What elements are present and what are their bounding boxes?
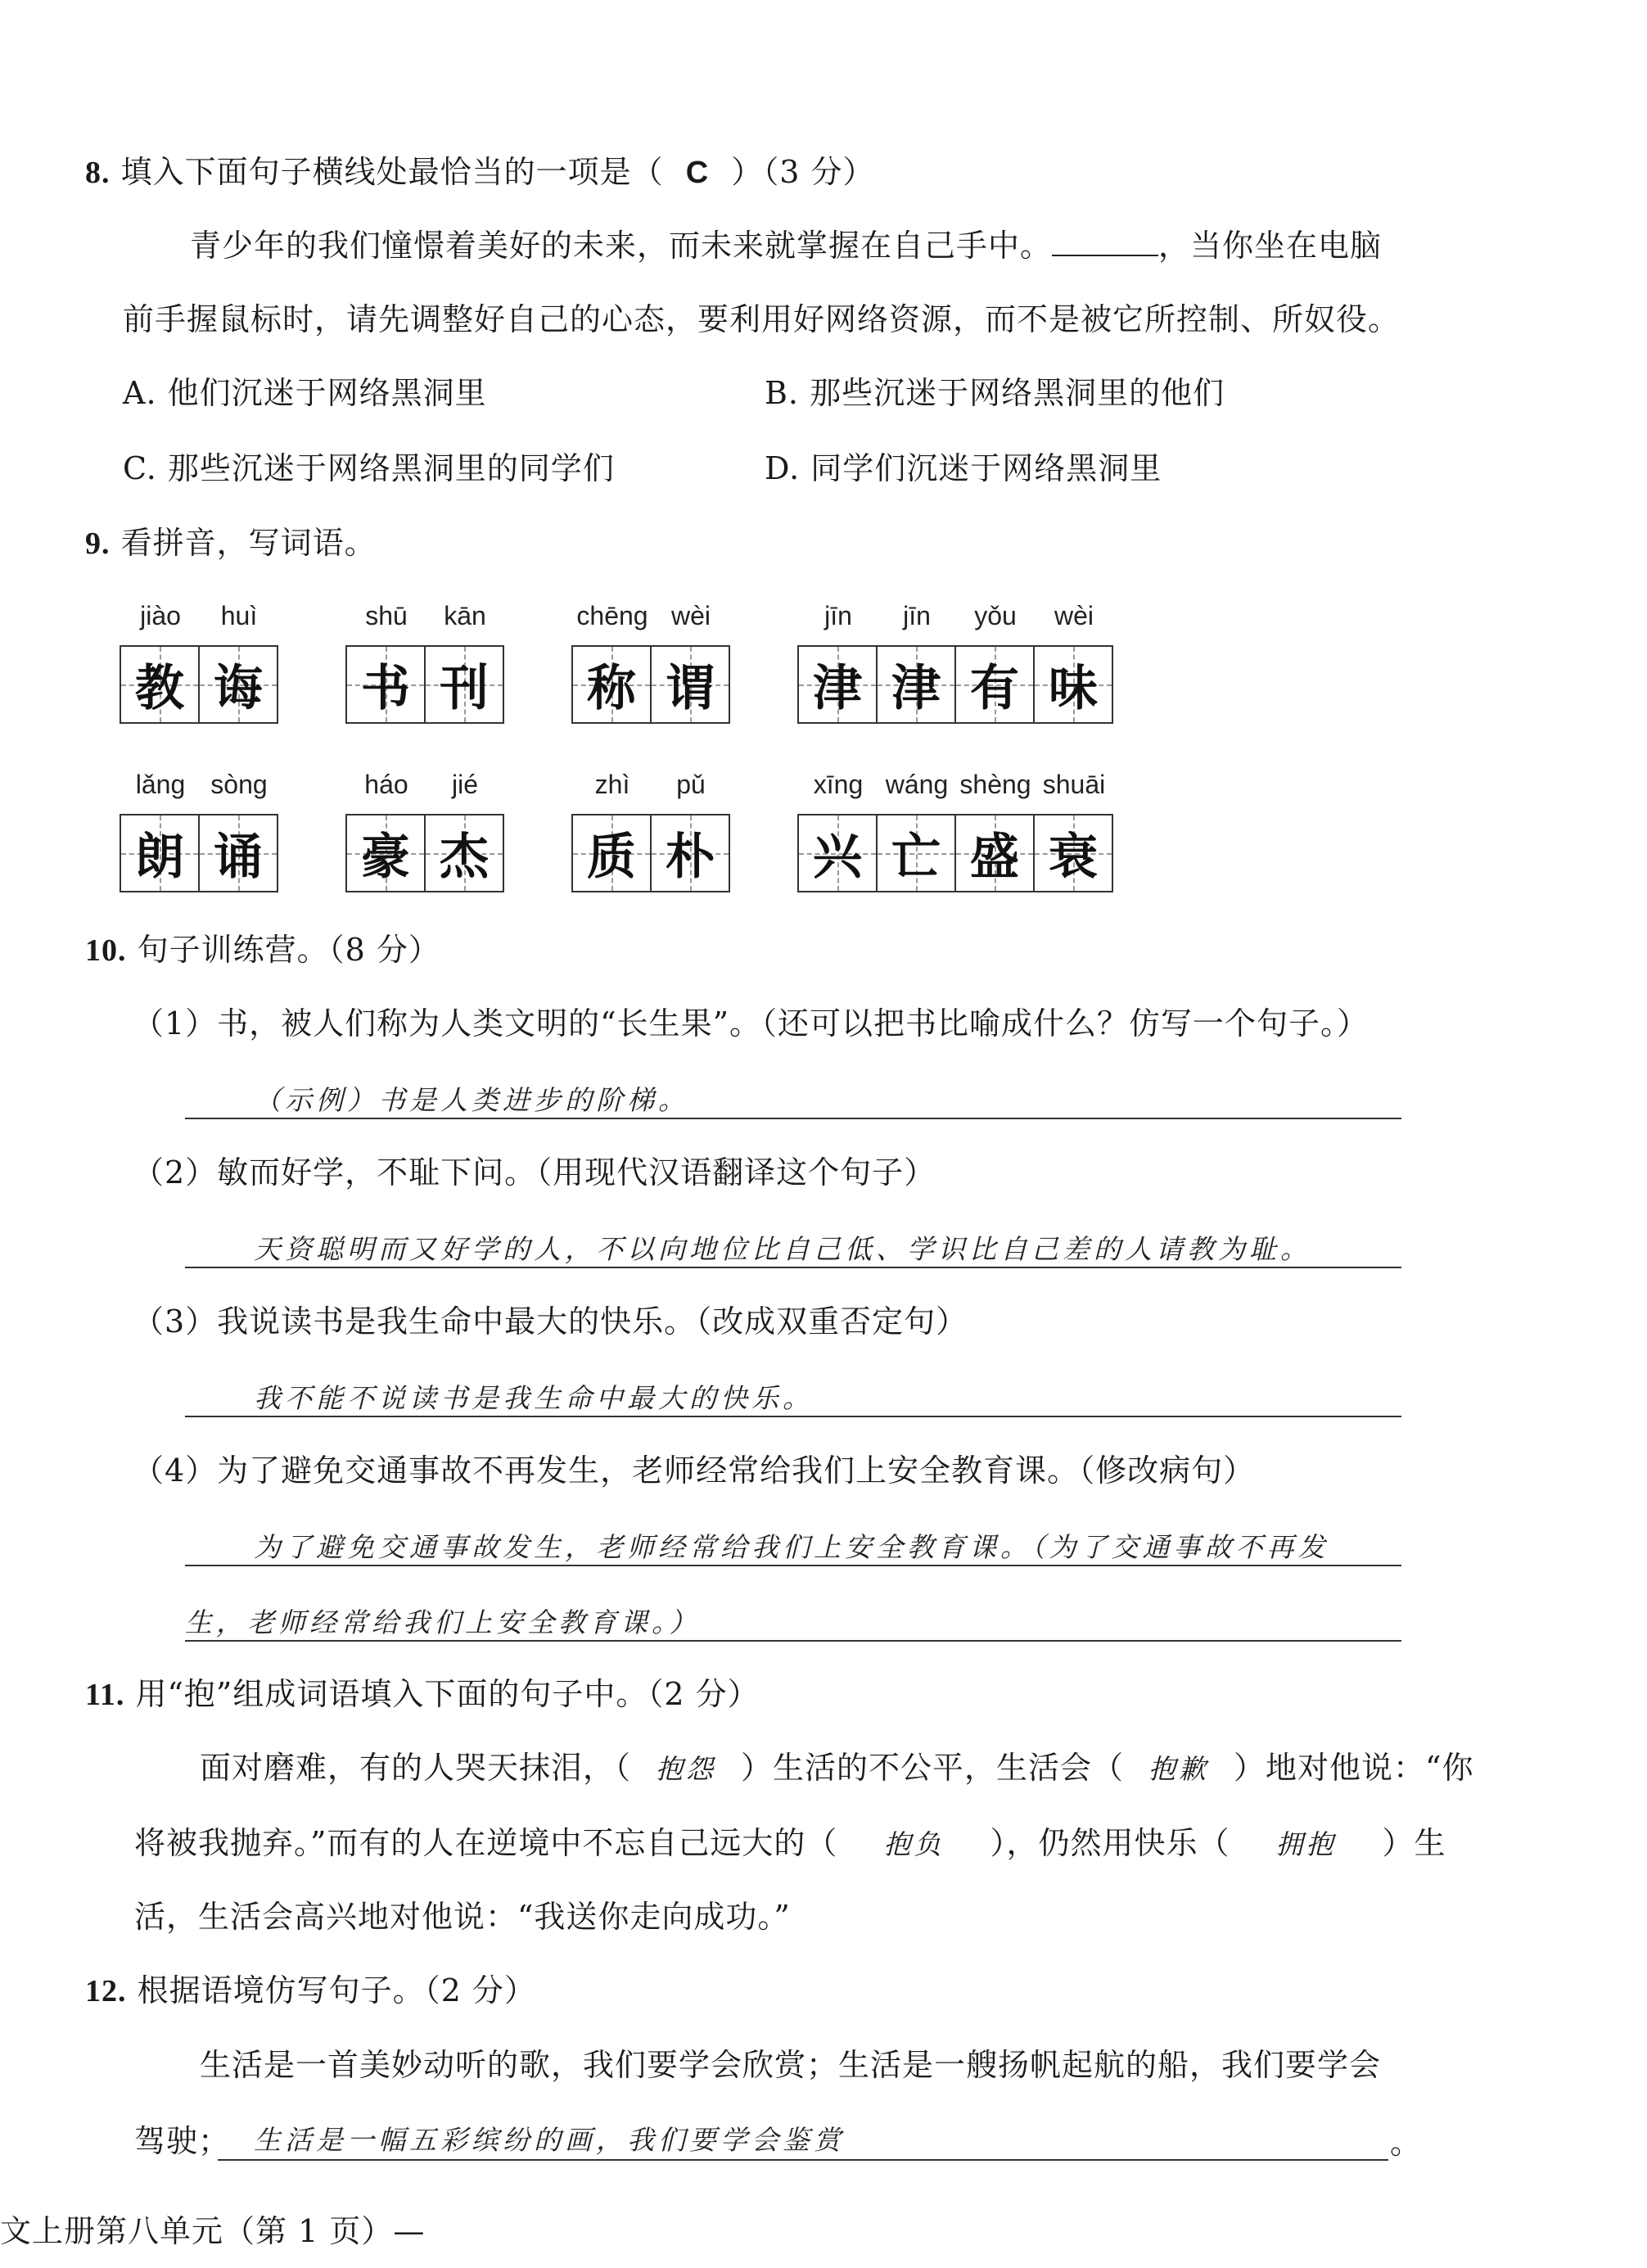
q9-stem-text: 看拼音，写词语。: [120, 525, 377, 561]
word-grid-shukan: [345, 645, 504, 724]
q11-answer-1: 抱怨: [656, 1753, 717, 1785]
char-cell: [573, 647, 652, 722]
char-cell: [652, 647, 729, 722]
q11-text: ）地对他说：“你: [1234, 1750, 1474, 1786]
q12-stem: [85, 1970, 536, 2012]
q11-answer-4: 拥抱: [1275, 1828, 1337, 1860]
char-cell: [121, 647, 200, 722]
char: 诵: [214, 829, 263, 886]
q8-stem-before: 填入下面句子横线处最恰当的一项是（: [120, 154, 664, 190]
q11-text: ）生: [1382, 1825, 1446, 1861]
char: 衰: [1049, 829, 1098, 886]
q8-answer: C: [685, 156, 710, 190]
q8-paragraph-line2: 前手握鼠标时，请先调整好自己的心态，要利用好网络资源，而不是被它所控制、所奴役。: [123, 301, 1401, 337]
char-cell: [121, 815, 200, 891]
q9-stem: [85, 522, 377, 564]
pinyin: shèng: [959, 770, 1031, 799]
pinyin: jīn: [903, 601, 931, 630]
q12-lead: 驾驶；: [134, 2123, 231, 2159]
char-cell: [426, 647, 503, 722]
q10-item3-question: （3）我说读书是我生命中最大的快乐。（改成双重否定句）: [133, 1303, 968, 1340]
pinyin: shū: [365, 601, 408, 630]
pinyin: zhì: [594, 770, 630, 799]
q8-option-b: B. 那些沉迷于网络黑洞里的他们: [765, 375, 1225, 411]
char-cell: [347, 815, 426, 891]
pinyin: jié: [451, 770, 478, 799]
q8-blank: [1052, 225, 1158, 256]
q8-number: 8.: [85, 156, 111, 190]
pinyin: háo: [364, 770, 408, 799]
pinyin: lǎng: [135, 770, 186, 799]
char: 书: [361, 660, 410, 717]
char: 盛: [970, 829, 1019, 886]
q8-paragraph-line1: [190, 225, 1382, 266]
q11-stem-text: 用“抱”组成词语填入下面的句子中。（2 分）: [135, 1676, 760, 1712]
pinyin: huì: [220, 601, 258, 630]
char: 豪: [361, 829, 410, 886]
answer-line: [185, 1640, 1401, 1642]
pinyin: pǔ: [676, 770, 706, 799]
q10-item1-question: （1）书，被人们称为人类文明的“长生果”。（还可以把书比喻成什么？仿写一个句子。）: [133, 1005, 1369, 1041]
q10-item1-answer: （示例）书是人类进步的阶梯。: [254, 1084, 689, 1116]
q12-number: 12.: [85, 1974, 127, 2008]
pinyin: jiào: [140, 601, 181, 630]
char-cell: [799, 647, 878, 722]
q8-option-d: D. 同学们沉迷于网络黑洞里: [765, 450, 1162, 486]
answer-line: [218, 2159, 1388, 2161]
q11-number: 11.: [85, 1678, 125, 1712]
q12-stem-text: 根据语境仿写句子。（2 分）: [137, 1972, 536, 2008]
char: 朴: [666, 829, 715, 886]
pinyin: wèi: [1054, 601, 1094, 630]
q10-stem-text: 句子训练营。（8 分）: [137, 932, 440, 968]
word-grid-chengwei: [571, 645, 730, 724]
char: 教: [135, 660, 184, 717]
q8-para1-after: ，当你坐在电脑: [1158, 228, 1383, 264]
char-cell: [1035, 647, 1112, 722]
q10-item4-answer-line2: 生，老师经常给我们上安全教育课。）: [185, 1606, 701, 1638]
char: 质: [587, 829, 636, 886]
q12-end-mark: 。: [1390, 2125, 1423, 2161]
char-cell: [956, 815, 1035, 891]
q8-option-c: C. 那些沉迷于网络黑洞里的同学们: [123, 450, 615, 486]
answer-line: [185, 1118, 1401, 1119]
q11-text: 面对磨难，有的人哭天抹泪，（: [200, 1750, 632, 1786]
char: 味: [1049, 660, 1098, 717]
char-cell: [200, 647, 277, 722]
char-cell: [878, 647, 956, 722]
char: 谓: [666, 660, 715, 717]
pinyin: xīng: [813, 770, 864, 799]
q11-text: ），仍然用快乐（: [990, 1825, 1230, 1861]
q11-text: ）生活的不公平，生活会（: [741, 1750, 1125, 1786]
q11-stem: [85, 1674, 760, 1715]
q11-answer-3: 抱负: [883, 1828, 945, 1860]
q11-line3: 活，生活会高兴地对他说：“我送你走向成功。”: [134, 1899, 791, 1935]
pinyin: shuāi: [1042, 770, 1106, 799]
word-grid-jiaohui: [120, 645, 278, 724]
word-grid-xingwangshengshuai: [797, 814, 1113, 892]
pinyin: chēng: [576, 601, 648, 630]
char: 兴: [813, 829, 862, 886]
char: 朗: [135, 829, 184, 886]
char: 杰: [440, 829, 489, 886]
q12-answer: 生活是一幅五彩缤纷的画，我们要学会鉴赏: [254, 2124, 845, 2156]
char-cell: [956, 647, 1035, 722]
pinyin: wáng: [885, 770, 949, 799]
char: 津: [891, 660, 941, 717]
q11-line1: [200, 1747, 1473, 1790]
char-cell: [573, 815, 652, 891]
q10-item2-question: （2）敏而好学，不耻下问。（用现代汉语翻译这个句子）: [133, 1154, 936, 1190]
q8-stem-after: ）（3 分）: [731, 154, 875, 190]
q10-item4-question: （4）为了避免交通事故不再发生，老师经常给我们上安全教育课。（修改病句）: [133, 1453, 1256, 1489]
q8-para1-before: 青少年的我们憧憬着美好的未来，而未来就掌握在自己手中。: [190, 228, 1053, 264]
pinyin: jīn: [824, 601, 852, 630]
char: 诲: [214, 660, 263, 717]
word-grid-zhipu: [571, 814, 730, 892]
char: 有: [970, 660, 1019, 717]
char-cell: [878, 815, 956, 891]
word-grid-jinjinyouwei: [797, 645, 1113, 724]
q11-line2: [134, 1823, 1446, 1865]
q11-text: 将被我抛弃。”而有的人在逆境中不忘自己远大的（: [134, 1825, 838, 1861]
word-grid-haojie: [345, 814, 504, 892]
char-cell: [1035, 815, 1112, 891]
pinyin: yǒu: [974, 601, 1017, 630]
char: 亡: [891, 829, 941, 886]
pinyin: kān: [444, 601, 486, 630]
q10-number: 10.: [85, 933, 127, 968]
answer-line: [185, 1565, 1401, 1566]
char: 称: [587, 660, 636, 717]
q11-answer-2: 抱歉: [1148, 1753, 1210, 1785]
pinyin: sòng: [210, 770, 268, 799]
q8-stem: [85, 151, 875, 193]
char-cell: [652, 815, 729, 891]
word-grid-langsong: [120, 814, 278, 892]
q10-item4-answer-line1: 为了避免交通事故发生，老师经常给我们上安全教育课。（为了交通事故不再发: [254, 1531, 1329, 1563]
answer-line: [185, 1267, 1401, 1268]
q12-paragraph-line1: 生活是一首美妙动听的歌，我们要学会欣赏；生活是一艘扬帆起航的船，我们要学会: [200, 2047, 1382, 2083]
char-cell: [799, 815, 878, 891]
q10-item3-answer: 我不能不说读书是我生命中最大的快乐。: [254, 1382, 814, 1414]
page-footer: 文上册第八单元（第 1 页）—: [0, 2213, 426, 2249]
char-cell: [426, 815, 503, 891]
pinyin: wèi: [670, 601, 711, 630]
char: 津: [813, 660, 862, 717]
char-cell: [200, 815, 277, 891]
answer-line: [185, 1416, 1401, 1417]
q9-number: 9.: [85, 526, 111, 561]
q10-stem: [85, 929, 440, 971]
q10-item2-answer: 天资聪明而又好学的人，不以向地位比自己低、学识比自己差的人请教为耻。: [254, 1233, 1311, 1265]
char-cell: [347, 647, 426, 722]
char: 刊: [440, 660, 489, 717]
q8-option-a: A. 他们沉迷于网络黑洞里: [123, 375, 487, 411]
